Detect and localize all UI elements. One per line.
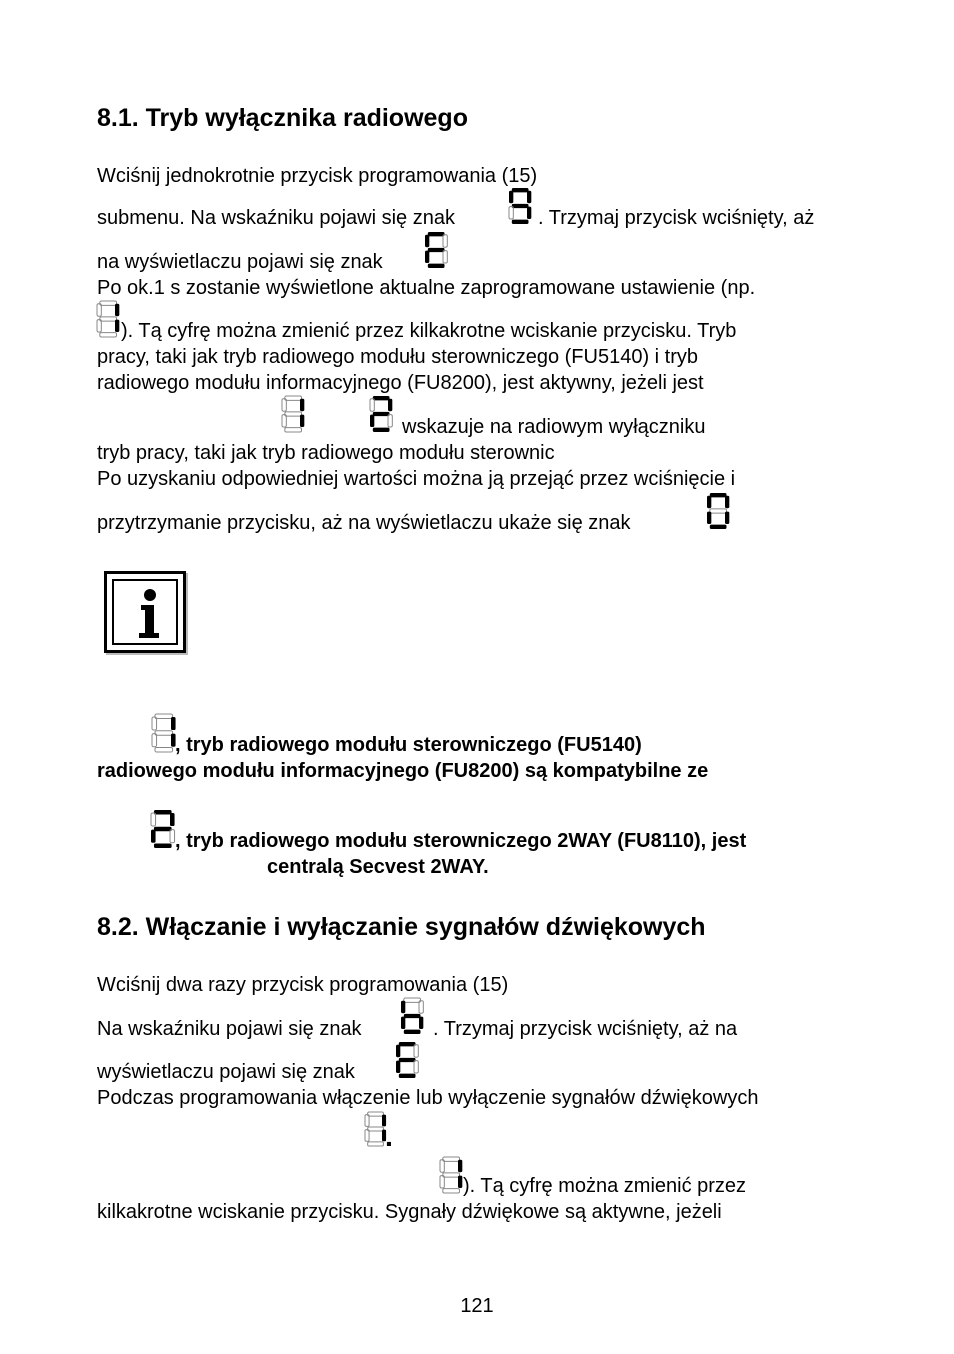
note-text: , tryb radiowego modułu sterowniczego (FU5140) [175, 734, 642, 756]
text-line: . Trzymaj przycisk wciśnięty, aż [538, 207, 815, 229]
text-line: Po uzyskaniu odpowiedniej wartości można ją przejąć przez wciśnięcie i [97, 468, 736, 490]
segment-e-icon [425, 232, 447, 268]
text-line: Na wskaźniku pojawi się znak [97, 1018, 362, 1040]
text-line: Podczas programowania włączenie lub wyłączenie sygnałów dźwiękowych [97, 1087, 759, 1109]
text-line: wyświetlaczu pojawi się znak [97, 1061, 355, 1083]
text-line: radiowego modułu informacyjnego (FU8200), jest aktywny, jeżeli jest [97, 372, 704, 394]
segment-e-icon [396, 1042, 418, 1078]
segment-2-icon [370, 396, 392, 432]
segment-2-icon [151, 810, 175, 848]
text-line: wskazuje na radiowym wyłączniku [402, 416, 706, 438]
text-line: Wciśnij jednokrotnie przycisk programowania (15) [97, 165, 538, 187]
note-text: , tryb radiowego modułu sterowniczego 2WAY (FU8110), jest [175, 830, 747, 852]
text-line: submenu. Na wskaźniku pojawi się znak [97, 207, 455, 229]
page-number: 121 [460, 1295, 494, 1317]
text-line: Wciśnij dwa razy przycisk programowania (15) [97, 974, 509, 996]
note-text: radiowego modułu informacyjnego (FU8200) są kompatybilne ze [97, 760, 709, 782]
section-heading-8-2: 8.2. Włączanie i wyłączanie sygnałów dźwiękowych [97, 913, 706, 941]
text-line: Po ok.1 s zostanie wyświetlone aktualne zaprogramowane ustawienie (np. [97, 277, 756, 299]
segment-1-icon [97, 301, 119, 337]
segment-1-icon [440, 1157, 462, 1193]
segment-s-icon [509, 188, 531, 224]
text-line: tryb pracy, taki jak tryb radiowego modułu sterownic [97, 442, 555, 464]
text-line: na wyświetlaczu pojawi się znak [97, 251, 383, 273]
text-line: kilkakrotne wciskanie przycisku. Sygnały dźwiękowe są aktywne, jeżeli [97, 1201, 722, 1223]
text-line: ). Tą cyfrę można zmienić przez kilkakrotne wciskanie przycisku. Tryb [121, 320, 737, 342]
text-line: . Trzymaj przycisk wciśnięty, aż na [433, 1018, 738, 1040]
note-text: centralą Secvest 2WAY. [267, 856, 489, 878]
text-line: ). Tą cyfrę można zmienić przez [463, 1175, 747, 1197]
info-icon [104, 571, 186, 653]
segment-1-icon [152, 714, 176, 752]
segment-b-icon [401, 998, 423, 1034]
text-line: pracy, taki jak tryb radiowego modułu sterowniczego (FU5140) i tryb [97, 346, 698, 368]
segment-1-dot-icon [365, 1112, 391, 1146]
section-heading-8-1: 8.1. Tryb wyłącznika radiowego [97, 104, 468, 132]
text-line: przytrzymanie przycisku, aż na wyświetlaczu ukaże się znak [97, 512, 631, 534]
segment-1-icon [282, 396, 304, 432]
segment-0-icon [707, 493, 729, 529]
